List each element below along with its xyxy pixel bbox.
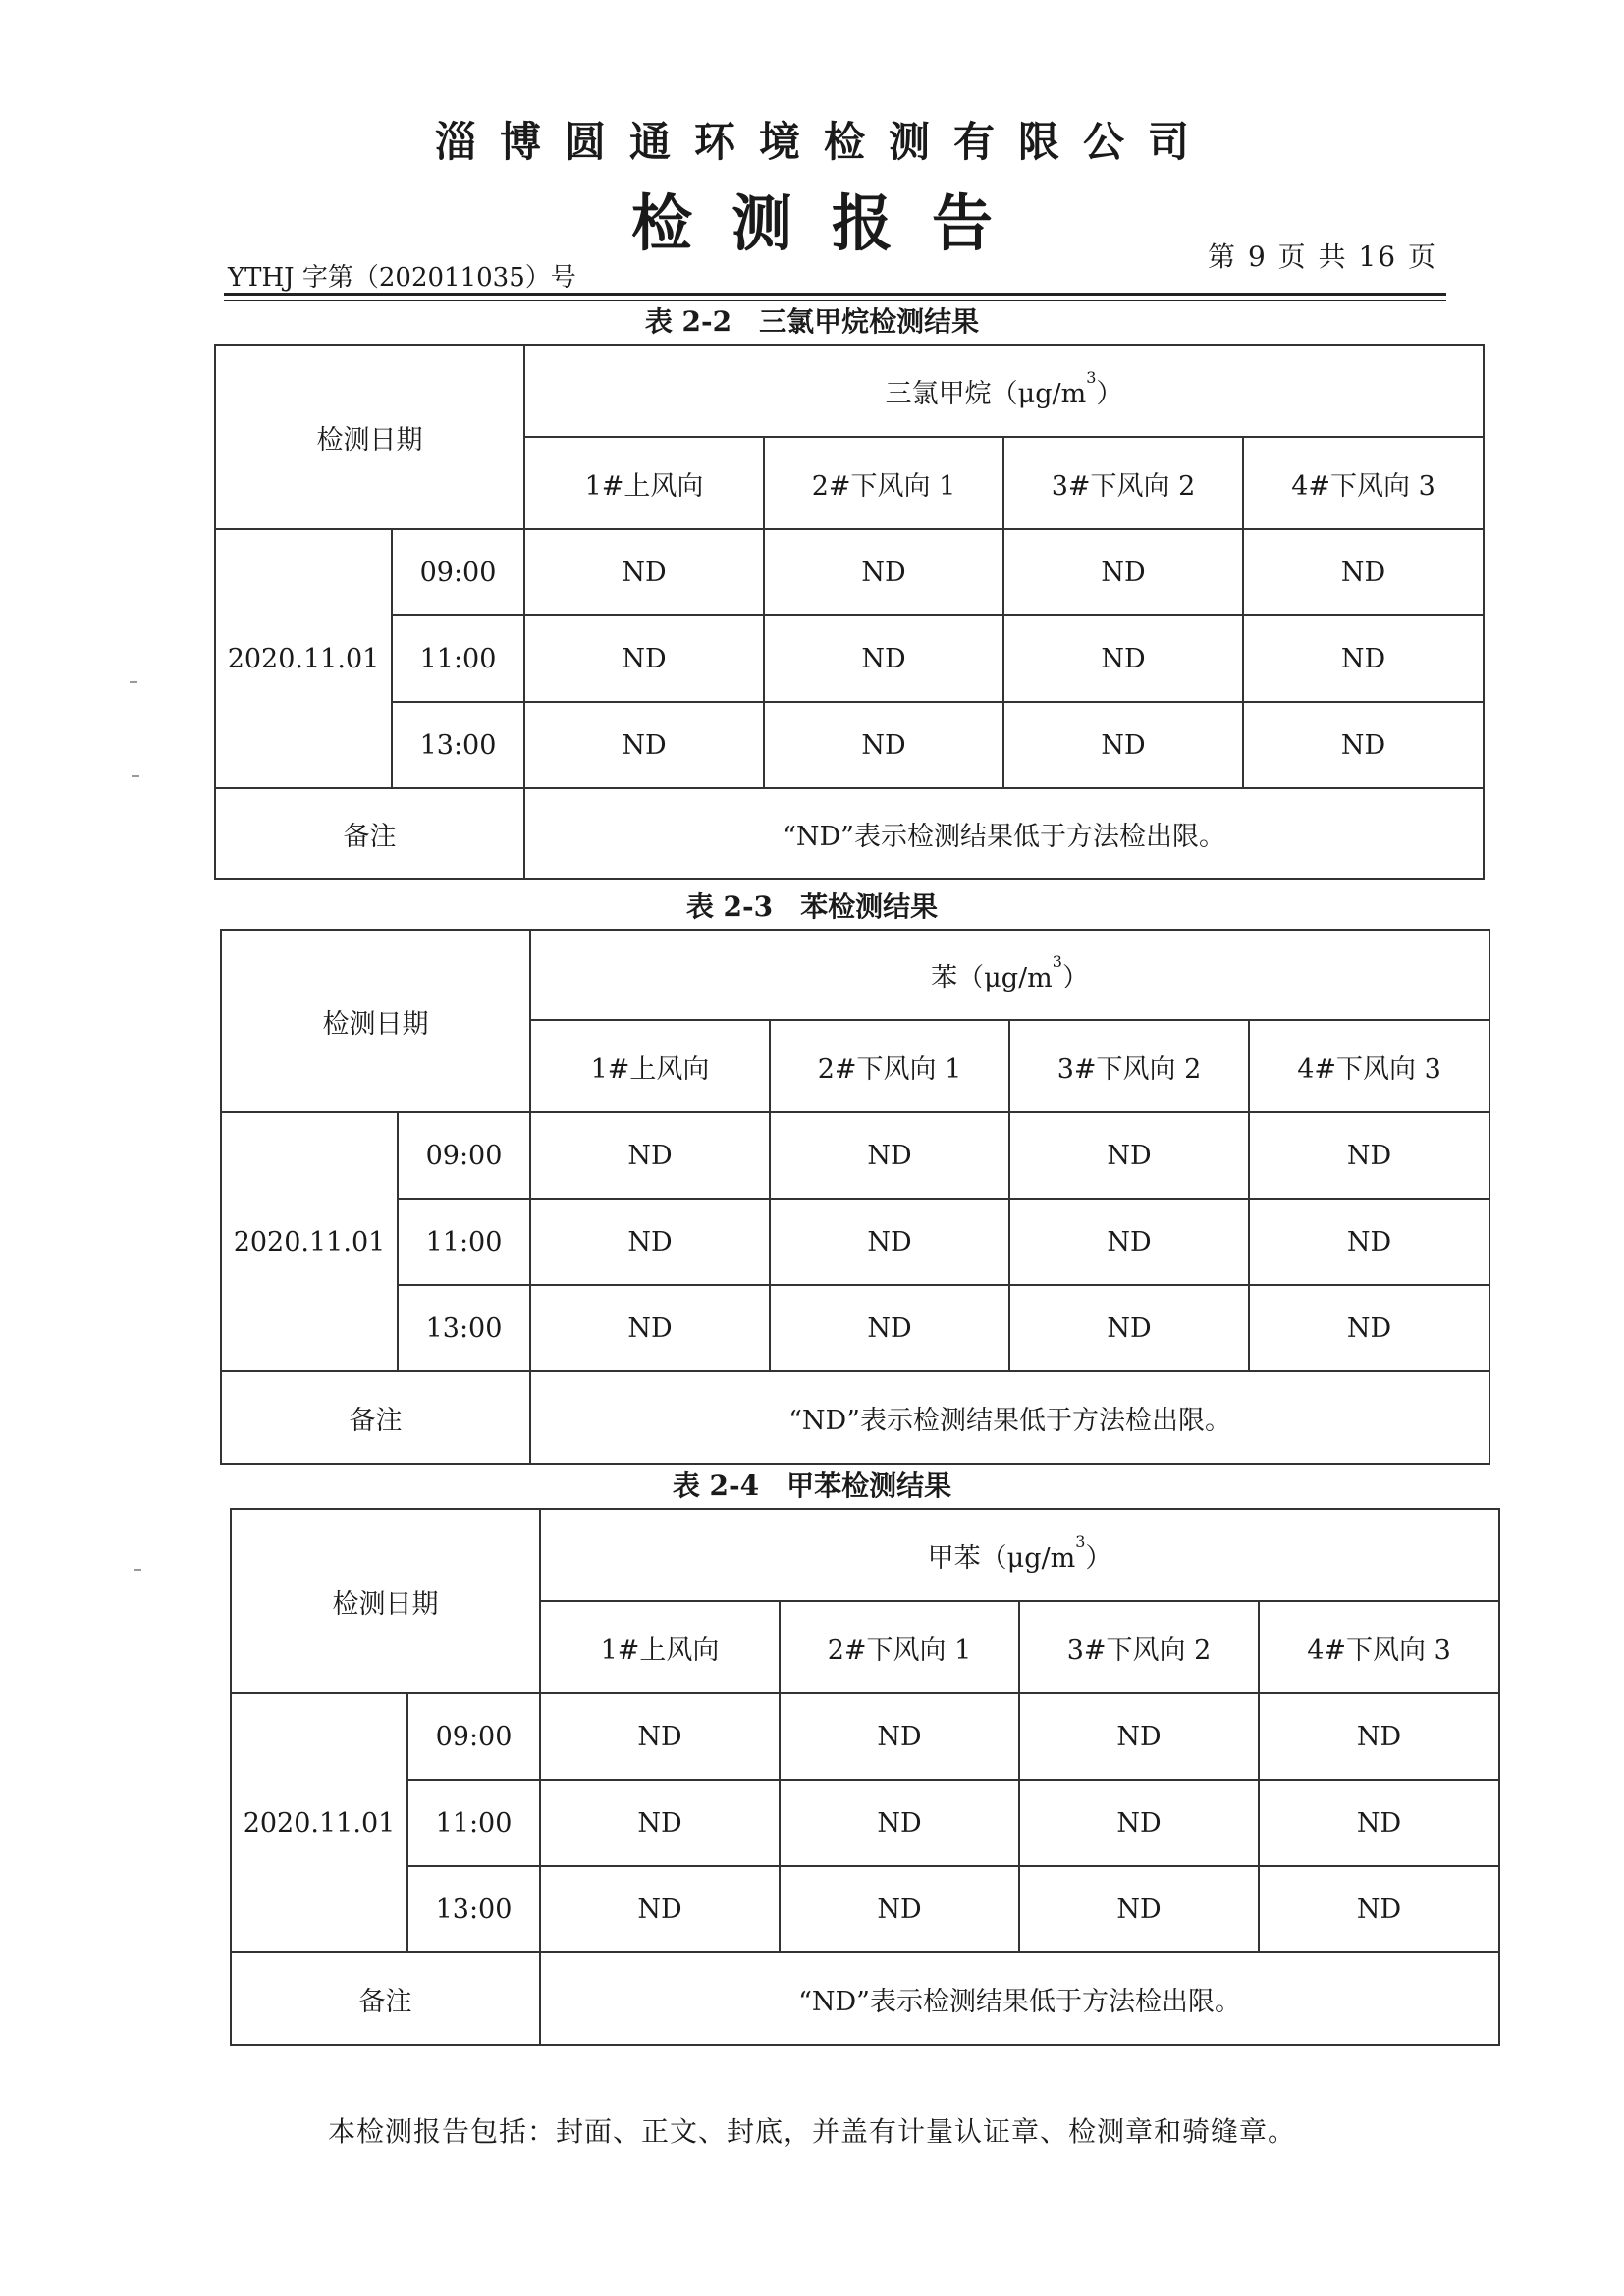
- parameter-name: 甲苯（μg/m: [927, 1542, 1076, 1574]
- table-caption: [0, 1465, 1624, 1504]
- value-cell: ND: [1249, 1112, 1489, 1199]
- value-cell: ND: [770, 1199, 1009, 1285]
- time-cell: 09:00: [407, 1693, 540, 1780]
- value-cell: ND: [1249, 1199, 1489, 1285]
- value-cell: ND: [1003, 615, 1243, 702]
- time-cell: 09:00: [398, 1112, 530, 1199]
- document-number: YTHJ 字第（202011035）号: [228, 263, 576, 293]
- value-cell: ND: [1003, 529, 1243, 615]
- parameter-unit-superscript: 3: [1086, 367, 1097, 387]
- table-row: [215, 615, 1484, 702]
- site-header-cell: 2#下风向 1: [770, 1020, 1009, 1112]
- remark-label: 备注: [215, 788, 524, 879]
- time-cell: 13:00: [398, 1285, 530, 1371]
- remark-row: [215, 788, 1484, 879]
- site-header-cell: 4#下风向 3: [1259, 1601, 1499, 1693]
- table-caption-title: 苯检测结果: [800, 890, 939, 923]
- value-cell: ND: [1019, 1866, 1259, 1952]
- value-cell: ND: [530, 1285, 770, 1371]
- table-caption-title: 三氯甲烷检测结果: [759, 305, 980, 338]
- report-title: 检测报告: [630, 187, 1032, 259]
- table-caption: [0, 885, 1624, 925]
- results-table: [230, 1508, 1500, 2046]
- date-header-cell: 检测日期: [221, 930, 530, 1112]
- table-row: [221, 1285, 1489, 1371]
- value-cell: ND: [764, 702, 1003, 788]
- site-header-cell: 3#下风向 2: [1003, 437, 1243, 529]
- value-cell: ND: [770, 1285, 1009, 1371]
- date-cell: 2020.11.01: [231, 1693, 407, 1952]
- site-header-cell: 1#上风向: [524, 437, 764, 529]
- parameter-unit-superscript: 3: [1075, 1531, 1086, 1551]
- parameter-unit-superscript: 3: [1052, 951, 1062, 971]
- time-cell: 11:00: [398, 1199, 530, 1285]
- table-row: [221, 1199, 1489, 1285]
- site-header-cell: 1#上风向: [530, 1020, 770, 1112]
- header-rule-thick: [224, 293, 1446, 296]
- site-header-cell: 4#下风向 3: [1249, 1020, 1489, 1112]
- remark-row: [221, 1371, 1489, 1464]
- value-cell: ND: [524, 615, 764, 702]
- table-row: [231, 1780, 1499, 1866]
- site-header-cell: 2#下风向 1: [780, 1601, 1019, 1693]
- remark-row: [231, 1952, 1499, 2045]
- value-cell: ND: [1009, 1112, 1249, 1199]
- value-cell: ND: [1009, 1199, 1249, 1285]
- parameter-close: ）: [1085, 1542, 1112, 1574]
- remark-label: 备注: [231, 1952, 540, 2045]
- table-row: [231, 1866, 1499, 1952]
- value-cell: ND: [530, 1199, 770, 1285]
- table-row: [231, 1693, 1499, 1780]
- company-name: 淄博圆通环境检测有限公司: [434, 118, 1213, 166]
- time-cell: 11:00: [407, 1780, 540, 1866]
- table-row: [221, 1112, 1489, 1199]
- results-table: [214, 344, 1485, 880]
- value-cell: ND: [764, 615, 1003, 702]
- scan-speck: [132, 775, 139, 777]
- site-header-cell: 4#下风向 3: [1243, 437, 1484, 529]
- parameter-name: 三氯甲烷（μg/m: [885, 378, 1087, 409]
- parameter-name: 苯（μg/m: [931, 962, 1053, 993]
- date-cell: 2020.11.01: [221, 1112, 398, 1371]
- site-header-cell: 3#下风向 2: [1009, 1020, 1249, 1112]
- parameter-close: ）: [1061, 962, 1089, 993]
- report-footer-note: 本检测报告包括：封面、正文、封底，并盖有计量认证章、检测章和骑缝章。: [327, 2115, 1296, 2148]
- parameter-header-cell: [530, 930, 1489, 1020]
- table-caption-number: 表 2-2: [644, 305, 732, 338]
- value-cell: ND: [540, 1866, 780, 1952]
- value-cell: ND: [1259, 1780, 1499, 1866]
- value-cell: ND: [1249, 1285, 1489, 1371]
- table-row: [215, 702, 1484, 788]
- value-cell: ND: [1243, 615, 1484, 702]
- date-header-cell: 检测日期: [231, 1509, 540, 1693]
- site-header-cell: 2#下风向 1: [764, 437, 1003, 529]
- date-header-cell: 检测日期: [215, 345, 524, 529]
- scan-speck: [130, 681, 137, 683]
- table-caption: [0, 300, 1624, 340]
- value-cell: ND: [780, 1693, 1019, 1780]
- time-cell: 13:00: [392, 702, 524, 788]
- value-cell: ND: [1243, 702, 1484, 788]
- time-cell: 09:00: [392, 529, 524, 615]
- results-table: [220, 929, 1490, 1465]
- remark-text: “ND”表示检测结果低于方法检出限。: [540, 1952, 1499, 2045]
- remark-text: “ND”表示检测结果低于方法检出限。: [524, 788, 1484, 879]
- value-cell: ND: [770, 1112, 1009, 1199]
- time-cell: 11:00: [392, 615, 524, 702]
- value-cell: ND: [780, 1780, 1019, 1866]
- value-cell: ND: [530, 1112, 770, 1199]
- remark-text: “ND”表示检测结果低于方法检出限。: [530, 1371, 1489, 1464]
- table-caption-title: 甲苯检测结果: [786, 1469, 952, 1502]
- value-cell: ND: [1243, 529, 1484, 615]
- scan-speck: [134, 1569, 141, 1571]
- value-cell: ND: [1259, 1693, 1499, 1780]
- site-header-cell: 3#下风向 2: [1019, 1601, 1259, 1693]
- parameter-header-cell: [524, 345, 1484, 437]
- value-cell: ND: [1019, 1780, 1259, 1866]
- page-number: 第 9 页 共 16 页: [1208, 240, 1437, 273]
- value-cell: ND: [524, 702, 764, 788]
- table-caption-number: 表 2-4: [672, 1469, 760, 1502]
- time-cell: 13:00: [407, 1866, 540, 1952]
- value-cell: ND: [540, 1693, 780, 1780]
- remark-label: 备注: [221, 1371, 530, 1464]
- value-cell: ND: [1259, 1866, 1499, 1952]
- value-cell: ND: [1009, 1285, 1249, 1371]
- value-cell: ND: [540, 1780, 780, 1866]
- value-cell: ND: [764, 529, 1003, 615]
- value-cell: ND: [524, 529, 764, 615]
- value-cell: ND: [1003, 702, 1243, 788]
- table-caption-number: 表 2-3: [685, 890, 774, 923]
- value-cell: ND: [1019, 1693, 1259, 1780]
- parameter-close: ）: [1096, 378, 1123, 409]
- site-header-cell: 1#上风向: [540, 1601, 780, 1693]
- table-row: [215, 529, 1484, 615]
- value-cell: ND: [780, 1866, 1019, 1952]
- date-cell: 2020.11.01: [215, 529, 392, 788]
- parameter-header-cell: [540, 1509, 1499, 1601]
